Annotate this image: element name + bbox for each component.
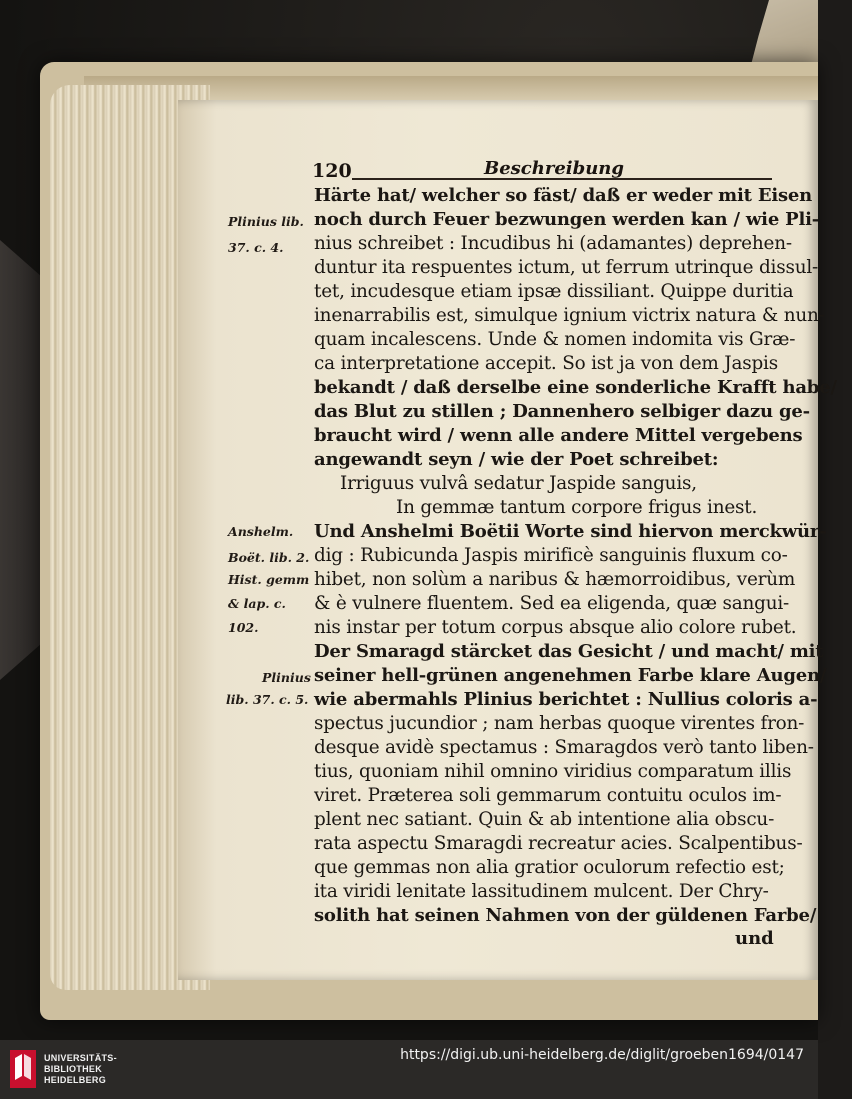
text-line: solith hat seinen Nahmen von der güldenen Farbe/ bbox=[314, 905, 817, 926]
margin-note: Anshelm. bbox=[228, 524, 294, 539]
text-line: nis instar per totum corpus absque alio colore rubet. bbox=[314, 617, 797, 638]
library-name: UNIVERSITÄTS- BIBLIOTHEK HEIDELBERG bbox=[44, 1053, 117, 1085]
margin-note: 102. bbox=[228, 620, 259, 635]
text-line: das Blut zu stillen ; Dannenhero selbiger dazu ge- bbox=[314, 401, 810, 422]
margin-note: Plinius bbox=[262, 670, 311, 685]
verse-line: In gemmæ tantum corpore frigus inest. bbox=[396, 497, 758, 518]
margin-note: lib. 37. c. 5. bbox=[226, 692, 309, 707]
library-logo-icon bbox=[10, 1050, 36, 1088]
text-line: quam incalescens. Unde & nomen indomita vis Græ- bbox=[314, 329, 796, 350]
text-line: seiner hell-grünen angenehmen Farbe klare Augen/ bbox=[314, 665, 827, 686]
text-line: nius schreibet : Incudibus hi (adamantes) deprehen- bbox=[314, 233, 792, 254]
text-line: plent nec satiant. Quin & ab intentione alia obscu- bbox=[314, 809, 775, 830]
text-line: & è vulnere fluentem. Sed ea eligenda, quæ sangui- bbox=[314, 593, 790, 614]
text-line: angewandt seyn / wie der Poet schreibet: bbox=[314, 449, 719, 470]
margin-note: Boët. lib. 2. bbox=[228, 550, 310, 565]
text-line: bekandt / daß derselbe eine sonderliche Krafft habe/ bbox=[314, 377, 837, 398]
text-line: wie abermahls Plinius berichtet : Nullius coloris a- bbox=[314, 689, 818, 710]
text-line: ca interpretatione accepit. So ist ja von dem Jaspis bbox=[314, 353, 778, 374]
text-line: Der Smaragd stärcket das Gesicht / und macht/ mit bbox=[314, 641, 824, 662]
text-line: duntur ita respuentes ictum, ut ferrum utrinque dissul- bbox=[314, 257, 819, 278]
header-rule bbox=[352, 178, 772, 180]
margin-note: & lap. c. bbox=[228, 596, 286, 611]
text-line: ita viridi lenitate lassitudinem mulcent. Der Chry- bbox=[314, 881, 769, 902]
permalink-url[interactable]: https://digi.ub.uni-heidelberg.de/diglit/groeben1694/0147 bbox=[400, 1047, 804, 1063]
text-line: desque avidè spectamus : Smaragdos verò tanto liben- bbox=[314, 737, 814, 758]
text-line: noch durch Feuer bezwungen werden kan / wie Pli- bbox=[314, 209, 820, 230]
page-header bbox=[312, 160, 772, 184]
verse-line: Irriguus vulvâ sedatur Jaspide sanguis, bbox=[340, 473, 697, 494]
text-line: tet, incudesque etiam ipsæ dissiliant. Quippe duritia bbox=[314, 281, 794, 302]
margin-note: 37. c. 4. bbox=[228, 240, 284, 255]
page-number: 120 bbox=[312, 160, 352, 182]
text-line: hibet, non solùm a naribus & hæmorroidibus, verùm bbox=[314, 569, 796, 590]
text-line: inenarrabilis est, simulque ignium victrix natura & nun- bbox=[314, 305, 825, 326]
margin-note: Hist. gemm bbox=[228, 572, 310, 587]
text-line: braucht wird / wenn alle andere Mittel vergebens bbox=[314, 425, 803, 446]
text-line: que gemmas non alia gratior oculorum refectio est; bbox=[314, 857, 785, 878]
catchword: und bbox=[735, 928, 774, 949]
text-line: Härte hat/ welcher so fäst/ daß er weder mit Eisen bbox=[314, 185, 813, 206]
book-spine-shadow bbox=[0, 240, 40, 680]
running-title: Beschreibung bbox=[484, 158, 624, 179]
text-line: spectus jucundior ; nam herbas quoque virentes fron- bbox=[314, 713, 805, 734]
text-line: tius, quoniam nihil omnino viridius comparatum illis bbox=[314, 761, 792, 782]
text-line: Und Anshelmi Boëtii Worte sind hiervon merckwür- bbox=[314, 521, 827, 542]
margin-note: Plinius lib. bbox=[228, 214, 304, 229]
text-line: dig : Rubicunda Jaspis mirificè sanguinis fluxum co- bbox=[314, 545, 788, 566]
text-line: rata aspectu Smaragdi recreatur acies. Scalpentibus- bbox=[314, 833, 803, 854]
text-line: viret. Præterea soli gemmarum contuitu oculos im- bbox=[314, 785, 782, 806]
